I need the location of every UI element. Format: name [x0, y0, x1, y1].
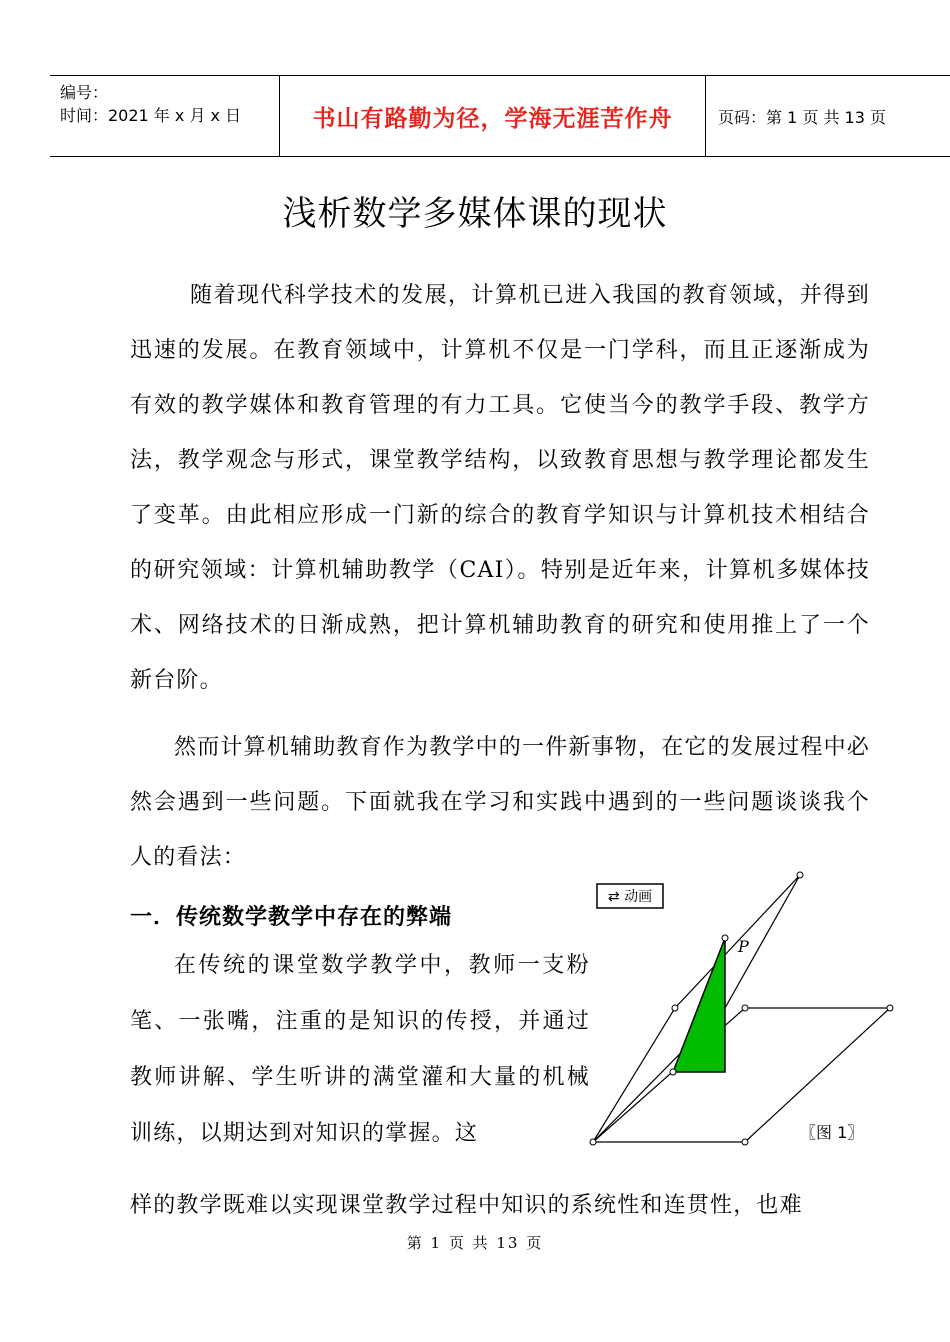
header-meta [50, 76, 280, 156]
header-page-info [706, 76, 950, 156]
document-title: 浅析数学多媒体课的现状 [282, 194, 668, 234]
point [590, 1139, 596, 1145]
header-table [50, 75, 950, 157]
geometry-figure [585, 870, 905, 1160]
page-footer: 第 1 页 共 13 页 [406, 1234, 544, 1252]
point [797, 872, 803, 878]
page-info-text: 页码：第 1 页 共 13 页 [718, 107, 886, 127]
motto-text: 书山有路勤为径，学海无涯苦作舟 [312, 105, 673, 132]
animation-button[interactable] [597, 884, 663, 908]
time-label: 时间：2021 年 x 月 x 日 [60, 106, 242, 125]
point-p-label: P [738, 937, 749, 956]
point [742, 1005, 748, 1011]
section-heading: 一．传统数学教学中存在的弊端 [130, 905, 453, 930]
animation-button-label: ⇄ 动画 [607, 889, 653, 905]
point [742, 1139, 748, 1145]
point [887, 1005, 893, 1011]
shaded-triangle [673, 938, 725, 1072]
section-paragraph-continued: 样的教学既难以实现课堂教学过程中知识的系统性和连贯性，也难 [130, 1193, 803, 1218]
serial-label: 编号： [60, 83, 109, 102]
horizontal-plane [593, 1008, 890, 1142]
figure-caption: 〖图 1〗 [800, 1123, 864, 1142]
point-p [722, 935, 728, 941]
paragraph-problems: 然而计算机辅助教育作为教学中的一件新事物，在它的发展过程中必然会遇到一些问题。下面就我在学习和实践中遇到的一些问题谈谈我个人的看法： [130, 735, 871, 870]
paragraph-intro: 随着现代科学技术的发展，计算机已进入我国的教育领域，并得到迅速的发展。在教育领域中，计算机不仅是一门学科，而且正逐渐成为有效的教学媒体和教育管理的有力工具。它使当今的教学手段、教学方法，教学观念与形式，课堂教学结构，以致教育思想与教学理论都发生了变革。由此相应形成一门新的综合的教育学知识与计算机技术相结合的研究领域：计算机辅助教学（CAI）。特别是近年来，计算机多媒体技术、网络技术的日渐成熟，把计算机辅助教育的研究和使用推上了一个新台阶。 [130, 283, 870, 693]
header-motto-cell [280, 76, 706, 156]
point [672, 1005, 678, 1011]
point [670, 1069, 676, 1075]
section-paragraph: 在传统的课堂数学教学中，教师一支粉笔、一张嘴，注重的是知识的传授，并通过教师讲解、学生听讲的满堂灌和大量的机械训练，以期达到对知识的掌握。这 [130, 953, 590, 1146]
